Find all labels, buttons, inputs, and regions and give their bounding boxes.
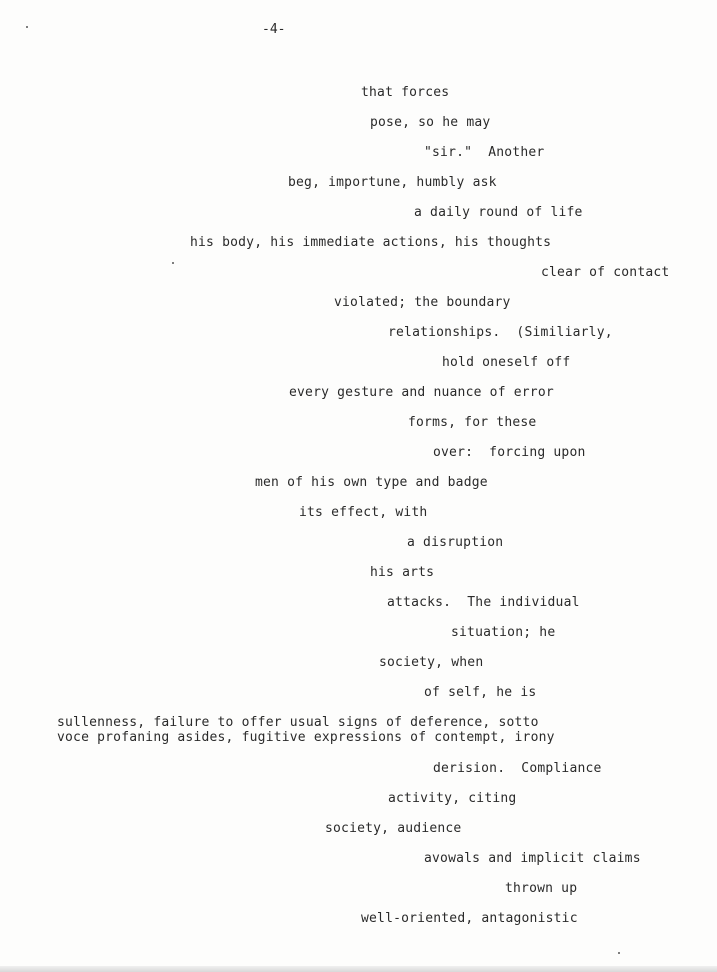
text-line: every gesture and nuance of error bbox=[289, 385, 554, 400]
text-line: of self, he is bbox=[424, 685, 537, 700]
text-line: attacks. The individual bbox=[387, 595, 580, 610]
text-line: a daily round of life bbox=[414, 205, 583, 220]
text-line: "sir." Another bbox=[424, 145, 545, 160]
paper-speck bbox=[26, 26, 28, 28]
text-line: violated; the boundary bbox=[334, 295, 511, 310]
text-line: hold oneself off bbox=[442, 355, 571, 370]
text-line: forms, for these bbox=[408, 415, 537, 430]
text-line: beg, importune, humbly ask bbox=[288, 175, 497, 190]
text-line: that forces bbox=[361, 85, 450, 100]
text-line: activity, citing bbox=[388, 791, 517, 806]
text-line: voce profaning asides, fugitive expressions of contempt, irony bbox=[57, 730, 555, 745]
text-line: pose, so he may bbox=[370, 115, 491, 130]
paper-speck bbox=[172, 262, 174, 264]
paper-speck bbox=[618, 952, 620, 954]
text-line: situation; he bbox=[451, 625, 556, 640]
text-line: relationships. (Similiarly, bbox=[388, 325, 613, 340]
text-line: society, audience bbox=[325, 821, 462, 836]
page-number: -4- bbox=[262, 22, 286, 37]
text-line: clear of contact bbox=[541, 265, 670, 280]
text-line: well-oriented, antagonistic bbox=[361, 911, 578, 926]
text-line: derision. Compliance bbox=[433, 761, 602, 776]
page-bottom-edge bbox=[0, 966, 717, 972]
text-line: avowals and implicit claims bbox=[424, 851, 641, 866]
text-line: a disruption bbox=[407, 535, 504, 550]
text-line: his body, his immediate actions, his thoughts bbox=[190, 235, 552, 250]
text-line: men of his own type and badge bbox=[255, 475, 488, 490]
text-line: sullenness, failure to offer usual signs of deference, sotto bbox=[57, 715, 539, 730]
text-line: society, when bbox=[379, 655, 484, 670]
text-line: over: forcing upon bbox=[433, 445, 586, 460]
text-line: his arts bbox=[370, 565, 435, 580]
text-line: thrown up bbox=[505, 881, 578, 896]
text-line: its effect, with bbox=[299, 505, 428, 520]
